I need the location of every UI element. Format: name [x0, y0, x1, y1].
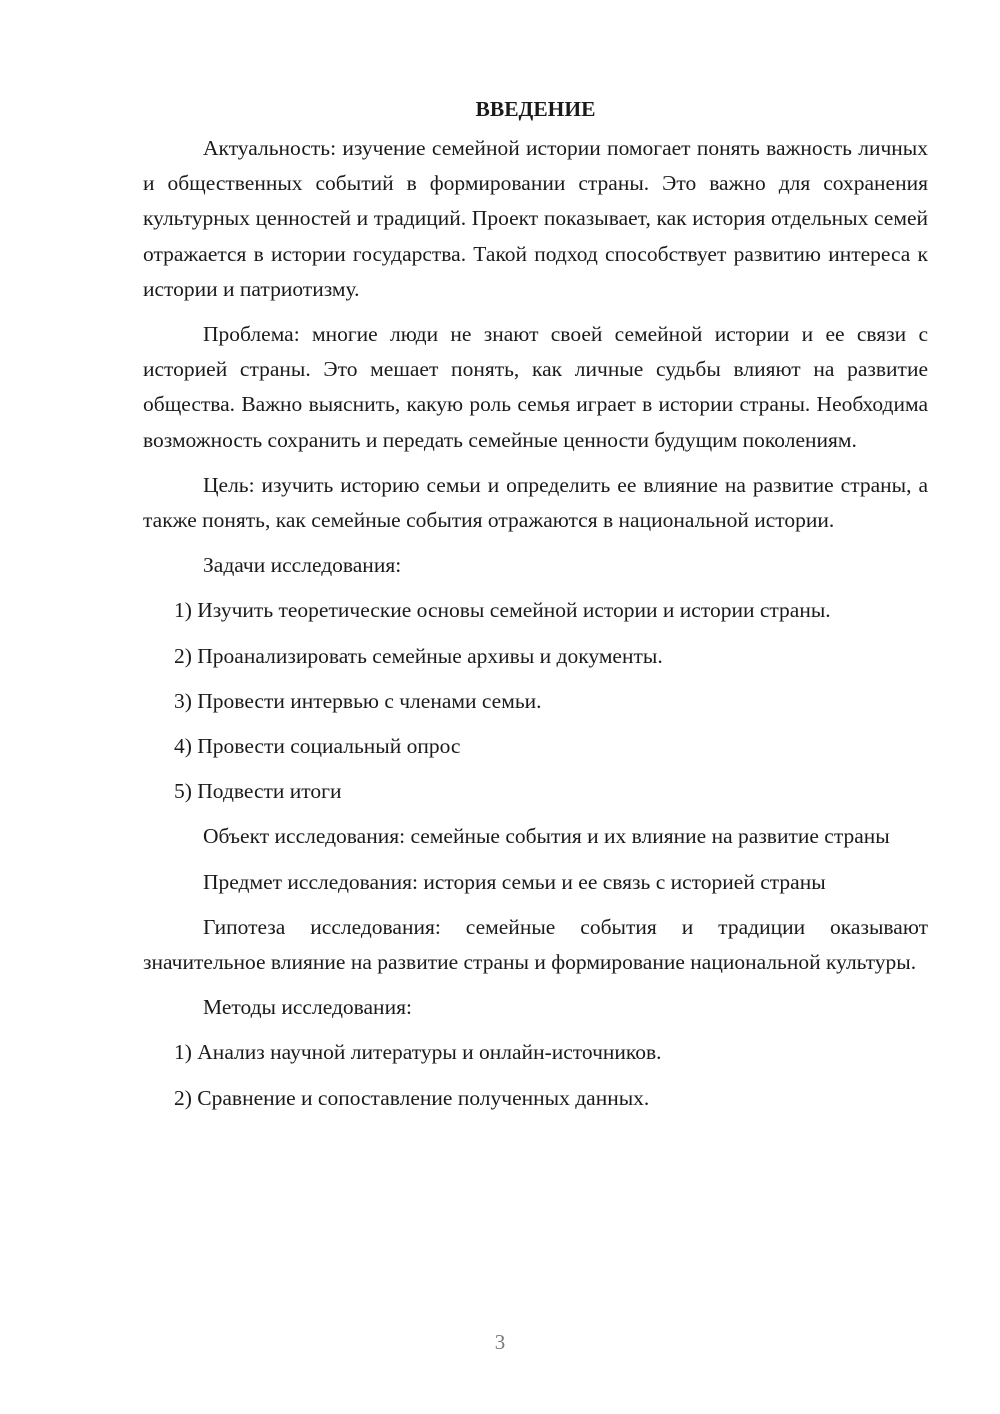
- page-title: ВВЕДЕНИЕ: [475, 97, 596, 121]
- task-item: 3) Провести интервью с членами семьи.: [174, 688, 542, 713]
- task-item: 1) Изучить теоретические основы семейной истории и истории страны.: [174, 598, 831, 623]
- goal-paragraph: Цель: изучить историю семьи и определить ее влияние на развитие страны, а также понять, как семейные события отражаются в национальной истории.: [143, 472, 928, 533]
- hypothesis-paragraph: Гипотеза исследования: семейные события и традиции оказывают значительное влияние на развитие страны и формирование национальной культуры.: [143, 914, 928, 975]
- method-item: 1) Анализ научной литературы и онлайн-источников.: [174, 1040, 662, 1065]
- relevance-paragraph: Актуальность: изучение семейной истории помогает понять важность личных и общественных событий в формировании страны. Это важно для сохранения культурных ценностей и традиций. Проект показывает, как история отдельных семей отражается в истории государства. Такой подход способствует развитию интереса к истории и патриотизму.: [143, 136, 928, 301]
- task-item: 4) Провести социальный опрос: [174, 734, 461, 759]
- object-paragraph: Объект исследования: семейные события и их влияние на развитие страны: [203, 824, 890, 849]
- subject-paragraph: Предмет исследования: история семьи и ее связь с историей страны: [203, 869, 826, 894]
- tasks-heading: Задачи исследования:: [203, 553, 402, 578]
- document-page: [143, 92, 928, 1126]
- methods-heading: Методы исследования:: [203, 995, 412, 1020]
- method-item: 2) Сравнение и сопоставление полученных данных.: [174, 1085, 650, 1110]
- page-number: 3: [494, 1330, 506, 1354]
- problem-paragraph: Проблема: многие люди не знают своей семейной истории и ее связи с историей страны. Это мешает понять, как личные судьбы влияют на развитие общества. Важно выяснить, какую роль семья играет в истории страны. Необходима возможность сохранить и передать семейные ценности будущим поколениям.: [143, 322, 928, 452]
- task-item: 2) Проанализировать семейные архивы и документы.: [174, 643, 663, 668]
- task-item: 5) Подвести итоги: [174, 779, 342, 804]
